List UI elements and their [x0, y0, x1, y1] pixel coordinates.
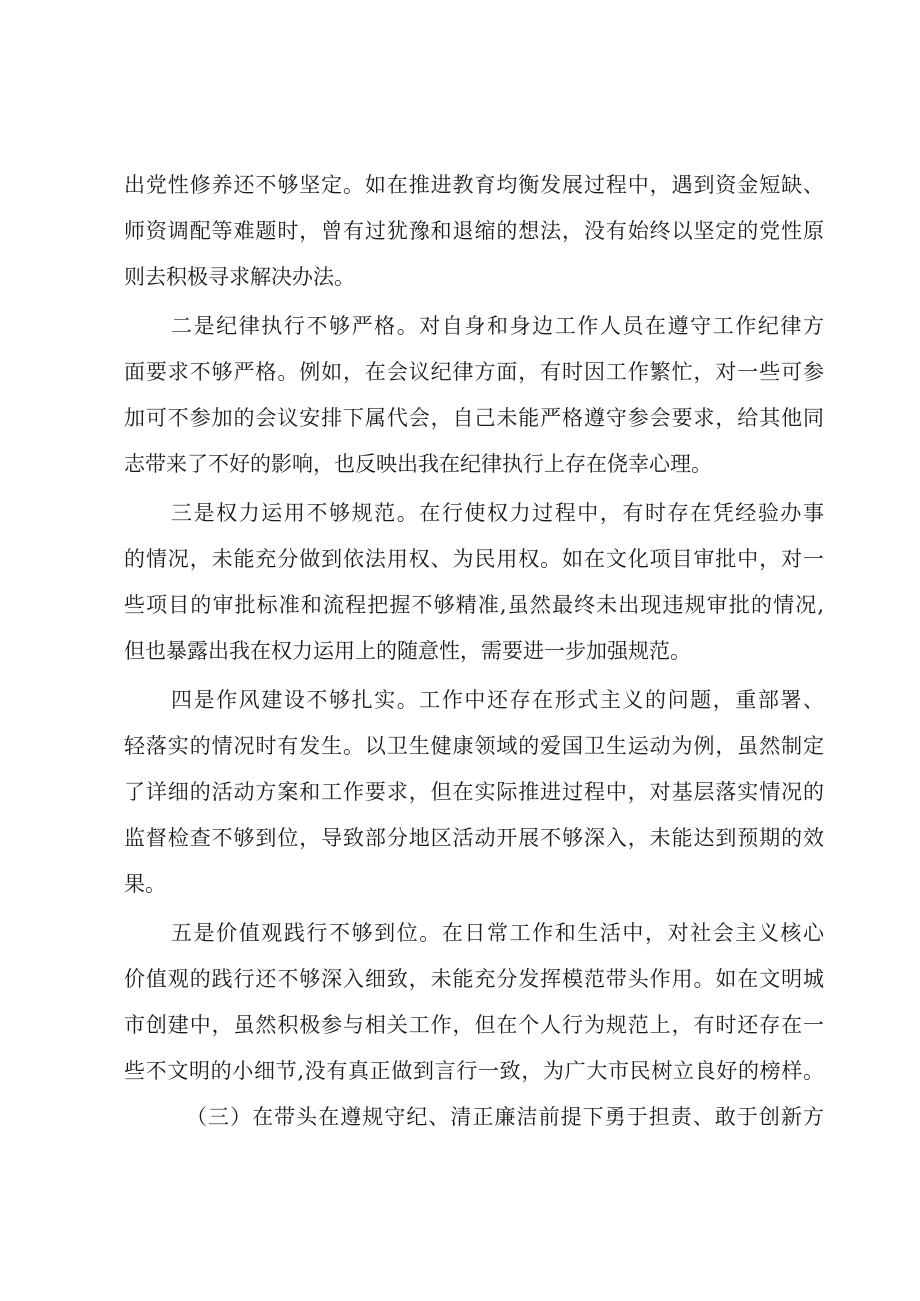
paragraph-2-line-2: 面要求不够严格。例如，在会议纪律方面，有时因工作繁忙，对一些可参	[124, 360, 824, 384]
paragraph-5-line-2: 价值观的践行还不够深入细致，未能充分发挥模范带头作用。如在文明城	[124, 967, 824, 991]
paragraph-5-line-1: 五是价值观践行不够到位。在日常工作和生活中，对社会主义核心	[171, 921, 824, 945]
paragraph-3-line-4: 但也暴露出我在权力运用上的随意性，需要进一步加强规范。	[124, 639, 691, 663]
paragraph-1-line-3: 则去积极寻求解决办法。	[124, 265, 355, 289]
paragraph-3-line-1: 三是权力运用不够规范。在行使权力过程中，有时存在凭经验办事	[171, 501, 824, 525]
paragraph-2-line-4: 志带来了不好的影响，也反映出我在纪律执行上存在侥幸心理。	[124, 452, 712, 476]
paragraph-4-line-3: 了详细的活动方案和工作要求，但在实际推进过程中，对基层落实情况的	[124, 780, 824, 804]
paragraph-4-line-2: 轻落实的情况时有发生。以卫生健康领域的爱国卫生运动为例，虽然制定	[124, 734, 824, 758]
paragraph-5-line-4: 些不文明的小细节,没有真正做到言行一致，为广大市民树立良好的榜样。	[124, 1059, 824, 1083]
paragraph-4-line-1: 四是作风建设不够扎实。工作中还存在形式主义的问题，重部署、	[171, 688, 824, 712]
paragraph-4-line-5: 果。	[124, 872, 166, 896]
paragraph-3-line-2: 的情况，未能充分做到依法用权、为民用权。如在文化项目审批中，对一	[124, 547, 824, 571]
paragraph-2-line-3: 加可不参加的会议安排下属代会，自己未能严格遵守参会要求，给其他同	[124, 406, 824, 430]
paragraph-3-line-3: 些项目的审批标准和流程把握不够精准,虽然最终未出现违规审批的情况,	[124, 593, 824, 617]
paragraph-2-line-1: 二是纪律执行不够严格。对自身和身边工作人员在遵守工作纪律方	[171, 314, 824, 338]
section-heading-3: （三）在带头在遵规守纪、清正廉洁前提下勇于担责、敢于创新方	[186, 1105, 824, 1129]
paragraph-4-line-4: 监督检查不够到位，导致部分地区活动开展不够深入，未能达到预期的效	[124, 826, 824, 850]
paragraph-5-line-3: 市创建中，虽然积极参与相关工作，但在个人行为规范上，有时还存在一	[124, 1013, 824, 1037]
paragraph-1-line-1: 出党性修养还不够坚定。如在推进教育均衡发展过程中，遇到资金短缺、	[124, 173, 824, 197]
paragraph-1-line-2: 师资调配等难题时，曾有过犹豫和退缩的想法，没有始终以坚定的党性原	[124, 219, 824, 243]
